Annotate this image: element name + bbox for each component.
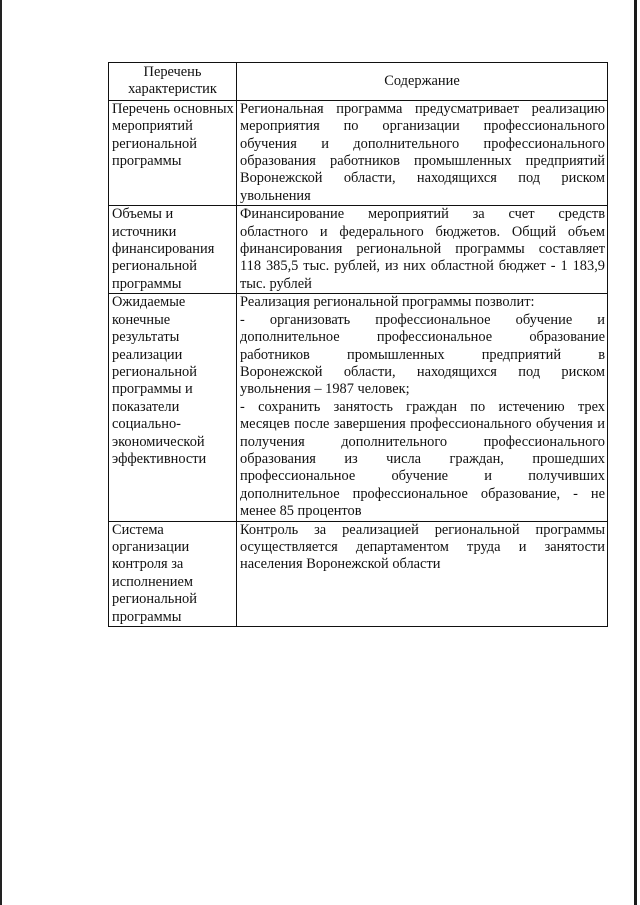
content-line: Региональная программа предусматривает реализацию [240, 100, 605, 117]
content-line: областного и федерального бюджетов. Общий объем [240, 223, 605, 240]
content-line: финансирования региональной программы составляет [240, 241, 605, 258]
row-label-activities [109, 100, 237, 205]
content-line: образования работников промышленных предприятий [240, 153, 605, 170]
content-line: получения дополнительного профессионального [240, 433, 605, 450]
row-label-text: Перечень основных мероприятий региональной программы [112, 100, 234, 170]
scan-edge-left [0, 0, 2, 905]
header-content [237, 63, 608, 101]
row-content-results [237, 294, 608, 521]
content-line: Воронежской области, находящихся под риском [240, 170, 605, 187]
row-label-results [109, 294, 237, 521]
content-line: Реализация региональной программы позволит: [240, 294, 535, 311]
table-header-row [109, 63, 608, 101]
content-line: образования из числа граждан, прошедших [240, 450, 605, 467]
content-line: дополнительное профессиональное образование, - не [240, 485, 605, 502]
content-line: мероприятия по организации профессионального [240, 118, 605, 135]
header-characteristics-text: Перечень характеристик [128, 64, 217, 98]
content-line: осуществляется департаментом труда и занятости [240, 538, 605, 555]
program-characteristics-table [108, 62, 608, 627]
table-row [109, 206, 608, 294]
row-content-activities [237, 100, 608, 205]
content-line: работников промышленных предприятий в [240, 346, 605, 363]
content-line: Воронежской области, находящихся под риском [240, 363, 605, 380]
content-line: увольнения [240, 187, 311, 204]
header-content-text: Содержание [384, 72, 460, 89]
content-line: - сохранить занятость граждан по истечению трех [240, 398, 605, 415]
row-label-control [109, 521, 237, 626]
row-content-financing [237, 206, 608, 294]
content-line: - организовать профессиональное обучение и [240, 311, 605, 328]
row-content-control [237, 521, 608, 626]
header-characteristics [109, 63, 237, 101]
content-line: профессиональное обучение и получивших [240, 468, 605, 485]
row-label-text: Ожидаемые конечные результаты реализации региональной программы и показатели социально-экономической эффективности [112, 294, 207, 467]
content-line: 118 385,5 тыс. рублей, из них областной бюджет - 1 183,9 [240, 258, 605, 275]
content-line: менее 85 процентов [240, 503, 362, 520]
content-line: увольнения – 1987 человек; [240, 381, 410, 398]
content-line: обучения и дополнительного профессионального [240, 135, 605, 152]
scan-edge-right [634, 0, 637, 905]
row-label-financing [109, 206, 237, 294]
table-row [109, 521, 608, 626]
table-row [109, 100, 608, 205]
content-line: населения Воронежской области [240, 556, 441, 573]
row-label-text: Объемы и источники финансирования региональной программы [112, 206, 215, 292]
table-row [109, 294, 608, 521]
row-label-text: Система организации контроля за исполнением региональной программы [112, 521, 197, 625]
content-line: Контроль за реализацией региональной программы [240, 521, 605, 538]
content-line: дополнительное профессиональное образование [240, 329, 605, 346]
content-line: тыс. рублей [240, 275, 312, 292]
content-line: месяцев после завершения профессионального обучения и [240, 416, 605, 433]
content-line: Финансирование мероприятий за счет средств [240, 206, 605, 223]
